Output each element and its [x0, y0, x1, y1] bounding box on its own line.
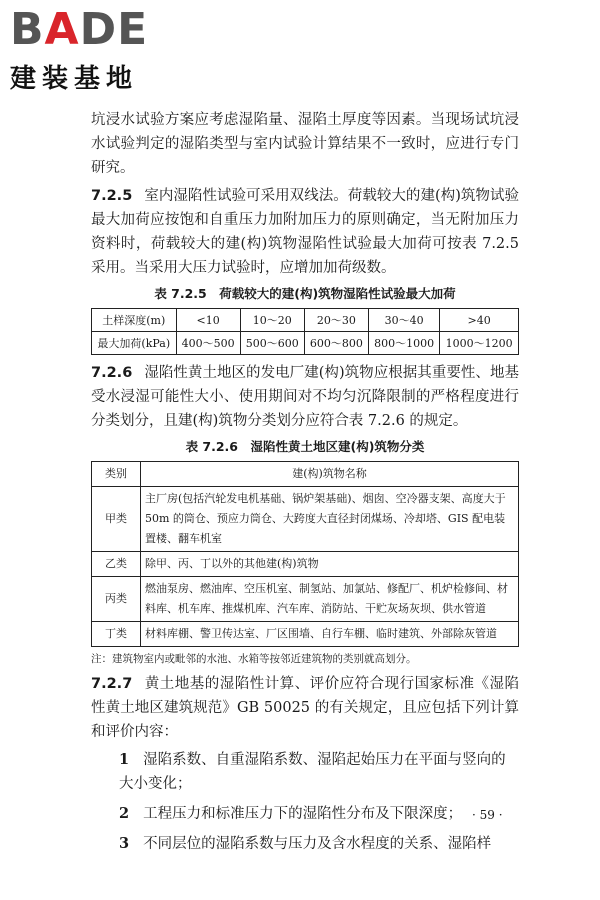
section-7-2-6	[91, 361, 519, 433]
clause-number: 7.2.5	[91, 188, 133, 204]
list-item: 1 湿陷系数、自重湿陷系数、湿陷起始压力在平面与竖向的大小变化；	[119, 751, 506, 792]
document-body	[91, 108, 519, 862]
clause-text: 湿陷性黄土地区的发电厂建(构)筑物应根据其重要性、地基受水浸湿可能性大小、使用期间对不均匀沉降限制的严格程度进行分类划分，且建(构)筑物分类划分应符合表 7.2.6 的规定。	[91, 365, 519, 429]
table-note: 注：建筑物室内或毗邻的水池、水箱等按邻近建筑物的类别就高划分。	[91, 653, 417, 665]
clause-number: 7.2.7	[91, 676, 133, 692]
section-7-2-7	[91, 672, 519, 744]
table-cell: 400～500	[176, 332, 240, 355]
table-cell: 30～40	[368, 309, 439, 332]
table-cell: 材料库棚、警卫传达室、厂区围墙、自行车棚、临时建筑、外部除灰管道	[141, 622, 519, 647]
table-cell: <10	[176, 309, 240, 332]
table-cell: 土样深度(m)	[92, 309, 177, 332]
table-cell: 600～800	[304, 332, 368, 355]
table-header-cell: 类别	[92, 462, 141, 487]
table-row	[92, 552, 519, 577]
logo-subtitle: 建装基地	[10, 64, 139, 94]
table-cell: 除甲、丙、丁以外的其他建(构)筑物	[141, 552, 519, 577]
intro-paragraph: 坑浸水试验方案应考虑湿陷量、湿陷土厚度等因素。当现场试坑浸水试验判定的湿陷类型与室内试验计算结果不一致时，应进行专门研究。	[91, 112, 519, 176]
table-cell: >40	[440, 309, 519, 332]
table-cell: 最大加荷(kPa)	[92, 332, 177, 355]
table-7-2-5	[91, 308, 519, 355]
table-7-2-6	[91, 461, 519, 647]
table-cell: 甲类	[92, 487, 141, 552]
clause-number: 7.2.6	[91, 365, 133, 381]
table-cell: 燃油泵房、燃油库、空压机室、制氢站、加氯站、修配厂、机炉检修间、材料库、机车库、推煤机库、汽车库、消防站、干贮灰场灰坝、供水管道	[141, 577, 519, 622]
table-7-2-6-caption: 表 7.2.6 湿陷性黄土地区建(构)筑物分类	[185, 439, 425, 454]
table-cell: 800～1000	[368, 332, 439, 355]
table-row	[92, 577, 519, 622]
table-cell: 1000～1200	[440, 332, 519, 355]
table-header-row	[92, 462, 519, 487]
table-cell: 500～600	[240, 332, 304, 355]
clause-text: 黄土地基的湿陷性计算、评价应符合现行国家标准《湿陷性黄土地区建筑规范》GB 50025 的有关规定，且应包括下列计算和评价内容：	[91, 676, 519, 740]
table-row	[92, 622, 519, 647]
section-7-2-5	[91, 184, 519, 280]
table-row	[92, 332, 519, 355]
table-cell: 乙类	[92, 552, 141, 577]
publisher-logo	[10, 6, 185, 95]
table-row	[92, 487, 519, 552]
table-header-cell: 建(构)筑物名称	[141, 462, 519, 487]
list-item: 3 不同层位的湿陷系数与压力及含水程度的关系、湿陷样	[119, 835, 492, 852]
table-row	[92, 309, 519, 332]
table-cell: 丁类	[92, 622, 141, 647]
table-cell: 10～20	[240, 309, 304, 332]
logo-wordmark: BADE	[10, 4, 149, 55]
clause-text: 室内湿陷性试验可采用双线法。荷载较大的建(构)筑物试验最大加荷应按饱和自重压力加附加压力的原则确定，当无附加压力资料时，荷载较大的建(构)筑物湿陷性试验最大加荷可按表 7.2.5 采用。当采用大压力试验时，应增加加荷级数。	[91, 188, 519, 276]
page-number: · 59 ·	[472, 808, 503, 822]
list-item: 2 工程压力和标准压力下的湿陷性分布及下限深度；	[119, 805, 463, 822]
table-7-2-5-caption: 表 7.2.5 荷载较大的建(构)筑物湿陷性试验最大加荷	[154, 286, 456, 301]
table-cell: 主厂房(包括汽轮发电机基础、锅炉架基础)、烟囱、空冷器支架、高度大于 50m 的筒仓、预应力筒仓、大跨度大直径封闭煤场、冷却塔、GIS 配电装置楼、翻车机室	[141, 487, 519, 552]
table-cell: 丙类	[92, 577, 141, 622]
table-cell: 20～30	[304, 309, 368, 332]
